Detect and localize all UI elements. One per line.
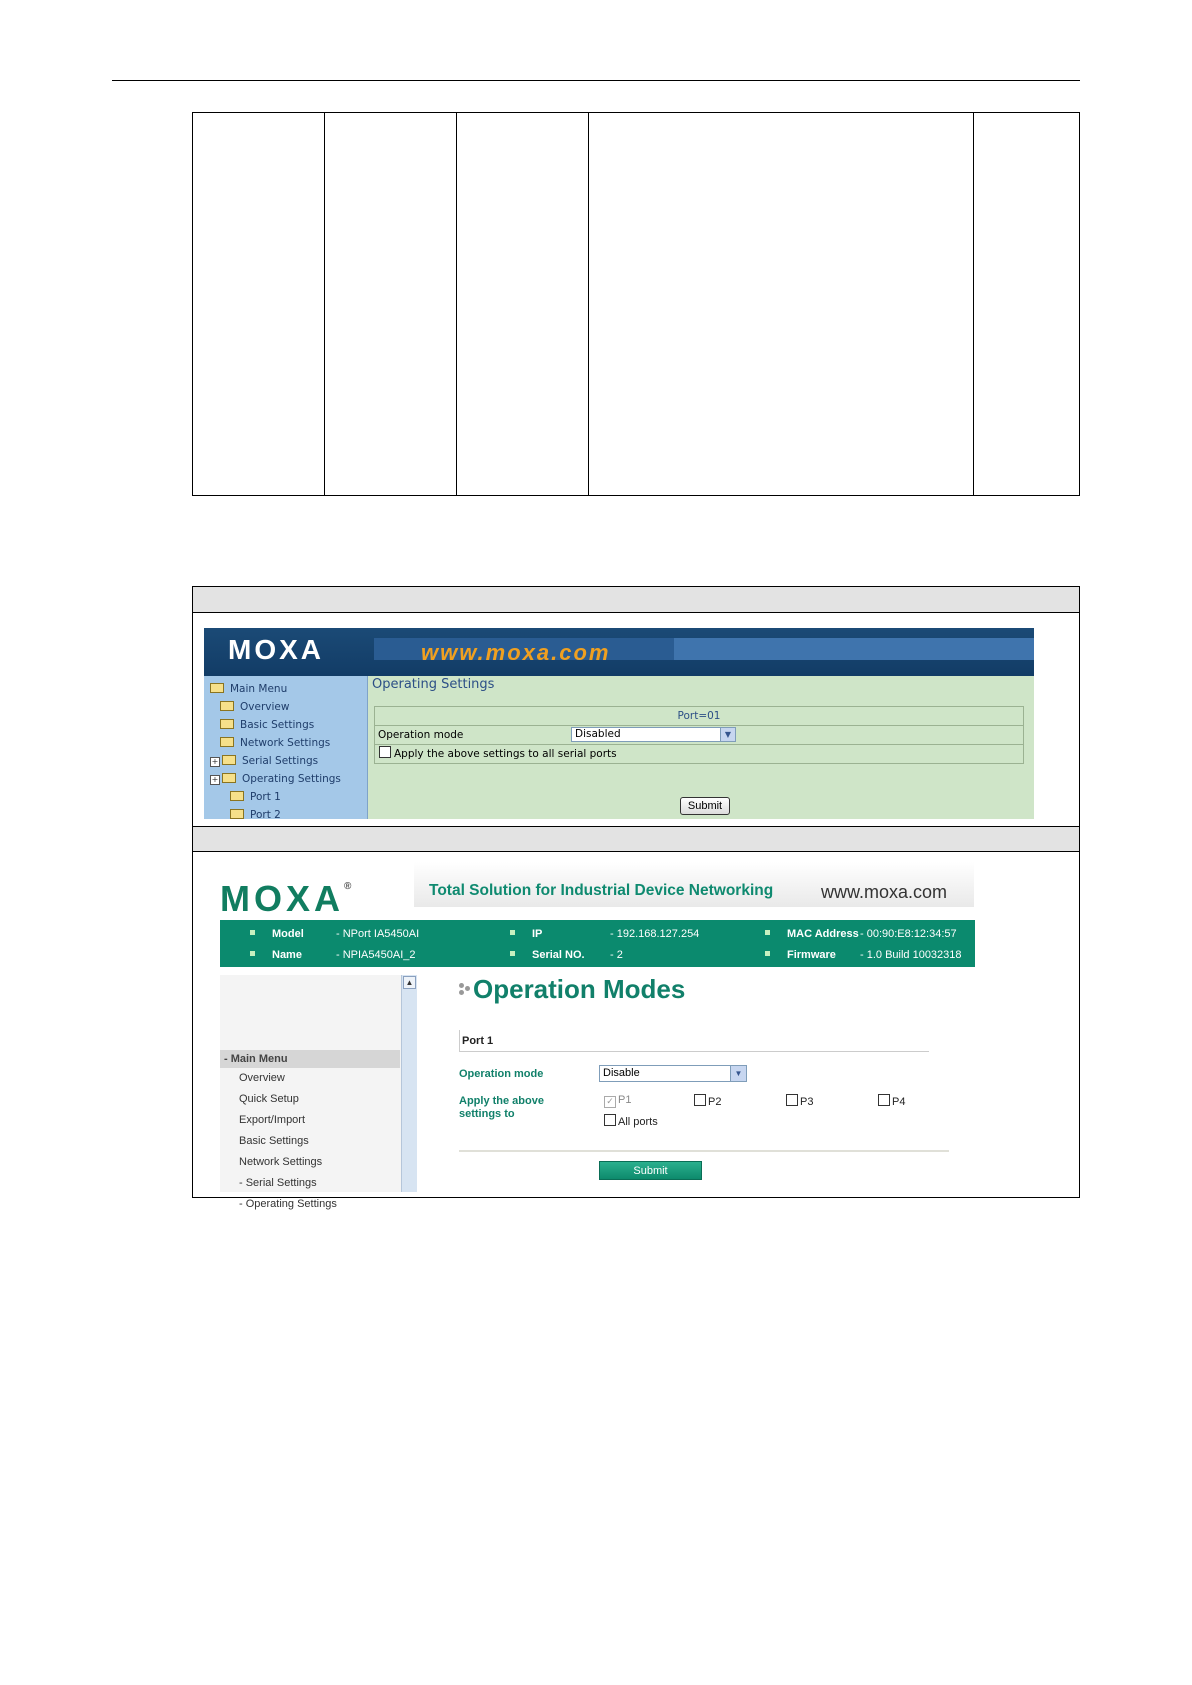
chevron-down-icon[interactable]: ▼ [720, 728, 735, 741]
menu-item[interactable] [210, 680, 341, 698]
bullet-icon [765, 930, 770, 935]
main-menu-head[interactable]: - Main Menu [220, 1050, 400, 1068]
menu-item-label: Basic Settings [240, 719, 315, 731]
menu-item-label: Main Menu [230, 683, 288, 695]
operation-mode-value: Disabled [575, 728, 621, 740]
expand-icon[interactable]: + [211, 757, 219, 766]
operating-settings-form [374, 706, 1024, 764]
menu-item-label: Port 1 [250, 791, 281, 803]
menu-item[interactable] [210, 806, 341, 824]
header-url: www.moxa.com [821, 882, 948, 902]
menu-item[interactable] [210, 698, 341, 716]
main-menu-tree [210, 680, 341, 824]
screenshot-comparison-table [192, 586, 1080, 1210]
folder-icon [220, 737, 234, 747]
menu-item[interactable]: - Operating Settings [239, 1198, 337, 1210]
port-checkbox-p3[interactable]: P3 [786, 1094, 813, 1109]
bullet-icon [510, 951, 515, 956]
menu-item[interactable]: Network Settings [239, 1156, 323, 1168]
moxa-logo: MOXA [228, 634, 324, 665]
table-column-divider [324, 113, 325, 495]
all-ports-checkbox[interactable]: All ports [604, 1114, 658, 1129]
header-rule [112, 80, 1080, 81]
operation-mode-value: Disable [603, 1067, 640, 1079]
page-title: Operating Settings [372, 677, 495, 692]
scroll-up-icon[interactable]: ▲ [403, 976, 416, 989]
check-icon: ✓ [604, 1096, 616, 1108]
info-mac [765, 926, 770, 942]
apply-settings-label: Apply the above settings to [459, 1095, 544, 1120]
menu-item[interactable] [210, 734, 341, 752]
menu-item[interactable] [210, 770, 341, 788]
menu-item[interactable] [210, 752, 341, 770]
menu-item-label: Port 2 [250, 809, 281, 821]
menu-item[interactable]: Overview [239, 1072, 285, 1084]
apply-all-checkbox[interactable] [379, 746, 391, 758]
content-area [368, 676, 1034, 819]
operation-mode-row [375, 726, 1023, 745]
menu-item[interactable] [210, 788, 341, 806]
slogan: Total Solution for Industrial Device Networking [429, 882, 774, 899]
folder-icon [220, 719, 234, 729]
old-web-console-screenshot [204, 628, 1034, 819]
menu-item-label: Serial Settings [242, 755, 319, 767]
main-menu-items [220, 1068, 400, 1215]
sidebar-scrollbar[interactable] [401, 975, 417, 1192]
table-header-row [193, 826, 1079, 852]
expand-icon[interactable]: + [211, 775, 219, 784]
folder-icon [222, 755, 236, 765]
folder-icon [222, 773, 236, 783]
menu-item-label: Operating Settings [242, 773, 341, 785]
menu-item[interactable]: Export/Import [239, 1114, 306, 1126]
menu-item[interactable]: - Serial Settings [239, 1177, 317, 1189]
apply-all-row [375, 745, 1023, 763]
main-menu [220, 1050, 400, 1215]
table-column-divider [456, 113, 457, 495]
table-header-row [193, 587, 1079, 613]
menu-item[interactable] [210, 716, 341, 734]
folder-icon [230, 791, 244, 801]
bullet-icon [250, 951, 255, 956]
banner-stripe [674, 638, 1034, 660]
banner-url: www.moxa.com [421, 640, 611, 665]
port-checkbox-p2[interactable]: P2 [694, 1094, 721, 1109]
submit-button[interactable]: Submit [680, 797, 730, 815]
folder-icon [230, 809, 244, 819]
port-label: Port 1 [459, 1030, 929, 1052]
table-column-divider [588, 113, 589, 495]
port-checkbox-p4[interactable]: P4 [878, 1094, 905, 1109]
info-serial [510, 947, 515, 963]
bullet-icon [510, 930, 515, 935]
info-model [250, 926, 255, 942]
page-title: Operation Modes [459, 974, 685, 1005]
port-checkbox-p1[interactable]: ✓ P1 [604, 1094, 631, 1108]
banner [204, 628, 1034, 676]
folder-icon [220, 701, 234, 711]
device-info-bar: Model - NPort IA5450AI Name - NPIA5450AI_2 IP - 192.168.127.254 Serial NO. - 2 MAC Address - 00:90:E8:12:34:57 Firmware - 1.0 Build 10032318 [220, 920, 975, 967]
new-web-console-screenshot [204, 862, 1069, 1210]
menu-item[interactable]: Basic Settings [239, 1135, 309, 1147]
apply-all-label: Apply the above settings to all serial ports [394, 748, 617, 760]
empty-table [192, 112, 1080, 496]
info-ip [510, 926, 515, 942]
bullet-icon [765, 951, 770, 956]
operation-mode-select[interactable] [599, 1065, 747, 1082]
title-dots-icon [459, 977, 473, 999]
menu-item[interactable]: Quick Setup [239, 1093, 299, 1105]
operation-mode-select[interactable] [571, 727, 736, 742]
operation-mode-label: Operation mode [459, 1068, 544, 1080]
folder-icon [210, 683, 224, 693]
form-divider [459, 1150, 949, 1152]
info-firmware [765, 947, 770, 963]
menu-item-label: Overview [240, 701, 290, 713]
moxa-logo: MOXA® [220, 878, 352, 919]
port-label: Port=01 [375, 707, 1023, 726]
operation-mode-label: Operation mode [378, 729, 464, 741]
submit-button[interactable]: Submit [599, 1161, 702, 1180]
bullet-icon [250, 930, 255, 935]
table-column-divider [973, 113, 974, 495]
sidebar [204, 676, 368, 819]
menu-item-label: Network Settings [240, 737, 331, 749]
info-name [250, 947, 255, 963]
chevron-down-icon[interactable]: ▼ [730, 1066, 746, 1081]
